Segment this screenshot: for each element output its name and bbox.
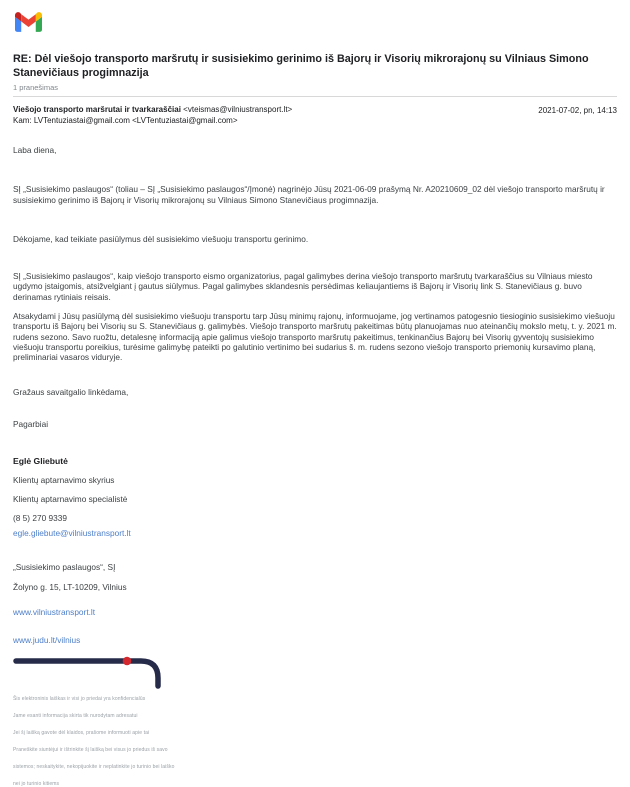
- email-subject: RE: Dėl viešojo transporto maršrutų ir susisiekimo gerinimo iš Bajorų ir Visorių mikrorajonų su Vilniaus Simono Stanevičiaus progimnazija: [13, 53, 589, 79]
- recipient-line: Kam: LVTentuziastai@gmail.com <LVTentuziastai@gmail.com>: [13, 115, 238, 125]
- body-paragraph-3: SĮ „Susisiekimo paslaugos“, kaip viešojo transporto eismo organizatorius, pagal galimybes derina viešojo transporto maršrutų tvarkaraščius su Vilniaus miesto ugdymo įstaigomis, atsižvelgiant į gautus siūlymus. Pagal galimybes sklandesnis persėdimas keliaujantiems iš Bajorų ir Visorių link S. Stanevičiaus g. buvo derinamas rytiniais reisais.: [13, 271, 593, 302]
- disclaimer-line: Šis elektroninis laiškas ir visi jo priedai yra konfidencialūs: [13, 696, 146, 703]
- message-count: 1 pranešimas: [13, 83, 59, 92]
- body-paragraph-2: Dėkojame, kad teikiate pasiūlymus dėl susisiekimo viešuoju transportu gerinimo.: [13, 233, 309, 244]
- sender-line: [13, 105, 292, 115]
- signature-address: Žolyno g. 15, LT-10209, Vilnius: [13, 582, 127, 593]
- sender-block: [13, 105, 292, 125]
- body-greeting: Laba diena,: [13, 145, 57, 155]
- signature-phone: (8 5) 270 9339: [13, 513, 67, 524]
- disclaimer-line: Jame esanti informacija skirta tik nurodytam adresatui: [13, 713, 138, 720]
- body-paragraph-4: Atsakydami į Jūsų pasiūlymą dėl susisiekimo viešuoju transportu tarp Jūsų minimų rajonų, informuojame, jog vertinamos patogesnio tiesioginio susisiekimo viešuoju transportu iš Bajorų bei Visorių su S. Stanevičiaus g. galimybės. Viešojo transporto maršrutų pakeitimas būtų planuojamas nuo ateinančių mokslo metų, t. y. 2021 m. rudens sezono. Savo ruožtu, detalesnę informaciją apie galimus viešojo transporto maršrutų pakeitimus, tenkinančius Bajorų bei Visorių gyventojų susisiekimo viešuoju transportu poreikius, turėsime galimybę pateikti po galutinio vertinimo bei sudarius š. m. rudens sezono viešojo transporto priemonių kursavimo planą, preliminariai vasaros viduryje.: [13, 311, 617, 363]
- sender-email: <vteismas@vilniustransport.lt>: [183, 105, 293, 114]
- disclaimer-line: Praneškite siuntėjui ir ištrinkite šį laišką bei visus jo priedus iš savo: [13, 747, 168, 754]
- message-date: 2021-07-02, pn, 14:13: [538, 106, 617, 115]
- message-meta: [13, 105, 617, 125]
- signature-department: Klientų aptarnavimo skyrius: [13, 475, 115, 486]
- disclaimer-line: nei jo turinio kitiems: [13, 781, 60, 787]
- body-regards: Pagarbiai: [13, 418, 49, 429]
- disclaimer-line: sistemos; neskaitykite, nekopijuokite ir neplatinkite jo turinio bei laiško: [13, 764, 175, 771]
- signature-name: Eglė Gliebutė: [13, 456, 68, 467]
- sender-name: Viešojo transporto maršrutai ir tvarkaraščiai: [13, 105, 181, 114]
- route-line-graphic: [13, 656, 165, 688]
- signature-email-link[interactable]: egle.gliebute@vilniustransport.lt: [13, 528, 131, 539]
- signature-title: Klientų aptarnavimo specialistė: [13, 494, 128, 505]
- website-link-judu[interactable]: www.judu.lt/vilnius: [13, 635, 81, 646]
- signature-company: „Susisiekimo paslaugos“, SĮ: [13, 562, 116, 573]
- gmail-logo-icon: [15, 11, 42, 32]
- disclaimer-line: Jei šį laišką gavote dėl klaidos, prašome informuoti apie tai: [13, 730, 150, 737]
- route-stop-dot: [123, 657, 132, 666]
- website-link-vilniustransport[interactable]: www.vilniustransport.lt: [13, 607, 96, 618]
- body-paragraph-1: SĮ „Susisiekimo paslaugos“ (toliau – SĮ „Susisiekimo paslaugos“/Įmonė) nagrinėjo Jūsų 2021-06-09 prašymą Nr. A20210609_02 dėl viešojo transporto maršrutų ir susisiekimo gerinimo iš Bajorų ir Visorių mikrorajonų su Vilniaus Simono Stanevičiaus progimnazija.: [13, 184, 605, 205]
- body-closing: Gražaus savaitgalio linkėdama,: [13, 386, 129, 397]
- header-divider: [13, 96, 617, 97]
